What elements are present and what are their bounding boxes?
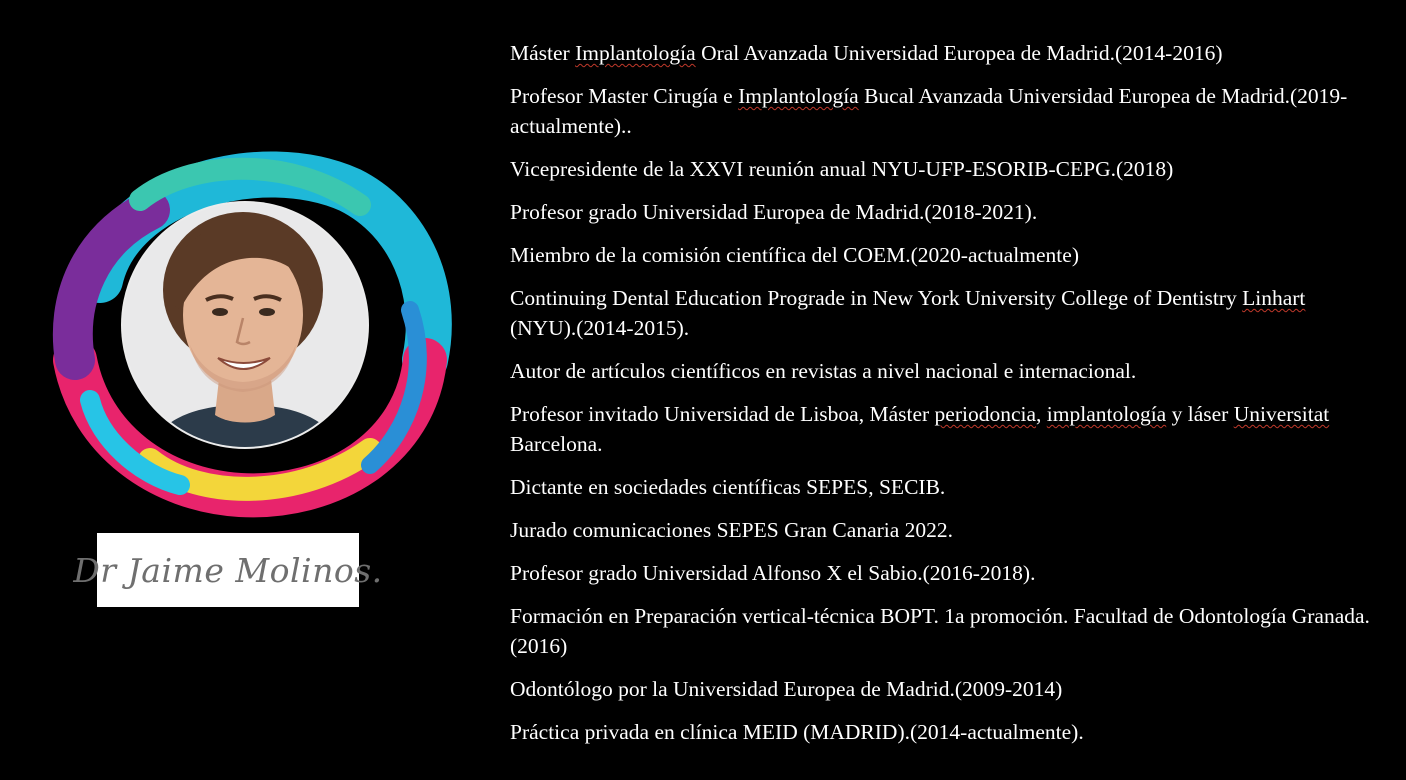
name-signature: Dr Jaime Molinos.: [73, 550, 383, 590]
cv-item: [510, 717, 1370, 747]
cv-item: [510, 356, 1370, 386]
cv-item-text: y láser: [1166, 402, 1234, 426]
cv-item-text: Máster: [510, 41, 576, 65]
cv-item-text: Profesor invitado Universidad de Lisboa, Máster: [510, 402, 935, 426]
cv-item-flagged-word: implantología: [1046, 402, 1167, 426]
cv-item-text: Continuing Dental Education Prograde in New York University College of Dentistry: [510, 286, 1243, 310]
cv-item: [510, 81, 1370, 141]
cv-item-text: Miembro de la comisión científica del COEM.(2020-actualmente): [510, 243, 1079, 267]
cv-item-flagged-word: Implantología: [738, 84, 859, 108]
cv-item-text: Vicepresidente de la XXVI reunión anual NYU-UFP-ESORIB-CEPG.(2018): [510, 157, 1174, 181]
cv-item: [510, 515, 1370, 545]
portrait-frame: [30, 130, 460, 520]
cv-item-text: Autor de artículos científicos en revistas a nivel nacional e internacional.: [510, 359, 1137, 383]
cv-list: [510, 38, 1390, 760]
cv-item-text: (NYU).(2014-2015).: [510, 316, 690, 340]
cv-item-text: Oral Avanzada Universidad Europea de Madrid.(2014-2016): [695, 41, 1223, 65]
cv-item-flagged-word: Implantología: [575, 41, 696, 65]
cv-item-text: Profesor grado Universidad Europea de Madrid.(2018-2021).: [510, 200, 1038, 224]
cv-item-text: Odontólogo por la Universidad Europea de Madrid.(2009-2014): [510, 677, 1063, 701]
name-signature-card: [73, 533, 383, 607]
cv-item-text: Barcelona.: [510, 432, 603, 456]
cv-item-flagged-word: periodoncia: [934, 402, 1037, 426]
cv-item: [510, 240, 1370, 270]
cv-item: [510, 197, 1370, 227]
cv-item: [510, 283, 1370, 343]
cv-item: [510, 154, 1370, 184]
cv-item: [510, 399, 1370, 459]
cv-item-flagged-word: Universitat: [1233, 402, 1330, 426]
cv-item: [510, 38, 1370, 68]
cv-item-text: Profesor grado Universidad Alfonso X el Sabio.(2016-2018).: [510, 561, 1036, 585]
cv-item-text: Profesor Master Cirugía e: [510, 84, 739, 108]
cv-item-text: Dictante en sociedades científicas SEPES, SECIB.: [510, 475, 946, 499]
cv-item-text: Formación en Preparación vertical-técnica BOPT. 1a promoción. Facultad de Odontología Granada. (2016): [510, 604, 1370, 658]
cv-item: [510, 558, 1370, 588]
cv-item: [510, 601, 1370, 661]
cv-item-flagged-word: Linhart: [1242, 286, 1306, 310]
cv-item: [510, 674, 1370, 704]
paint-brush-ring: [30, 130, 460, 520]
cv-item-text: ,: [1036, 402, 1047, 426]
cv-item-text: Bucal Avanzada Universidad Europea de Madrid.(2019- actualmente)..: [510, 84, 1348, 138]
cv-item-text: Práctica privada en clínica MEID (MADRID).(2014-actualmente).: [510, 720, 1084, 744]
cv-item-text: Jurado comunicaciones SEPES Gran Canaria 2022.: [510, 518, 954, 542]
cv-item: [510, 472, 1370, 502]
